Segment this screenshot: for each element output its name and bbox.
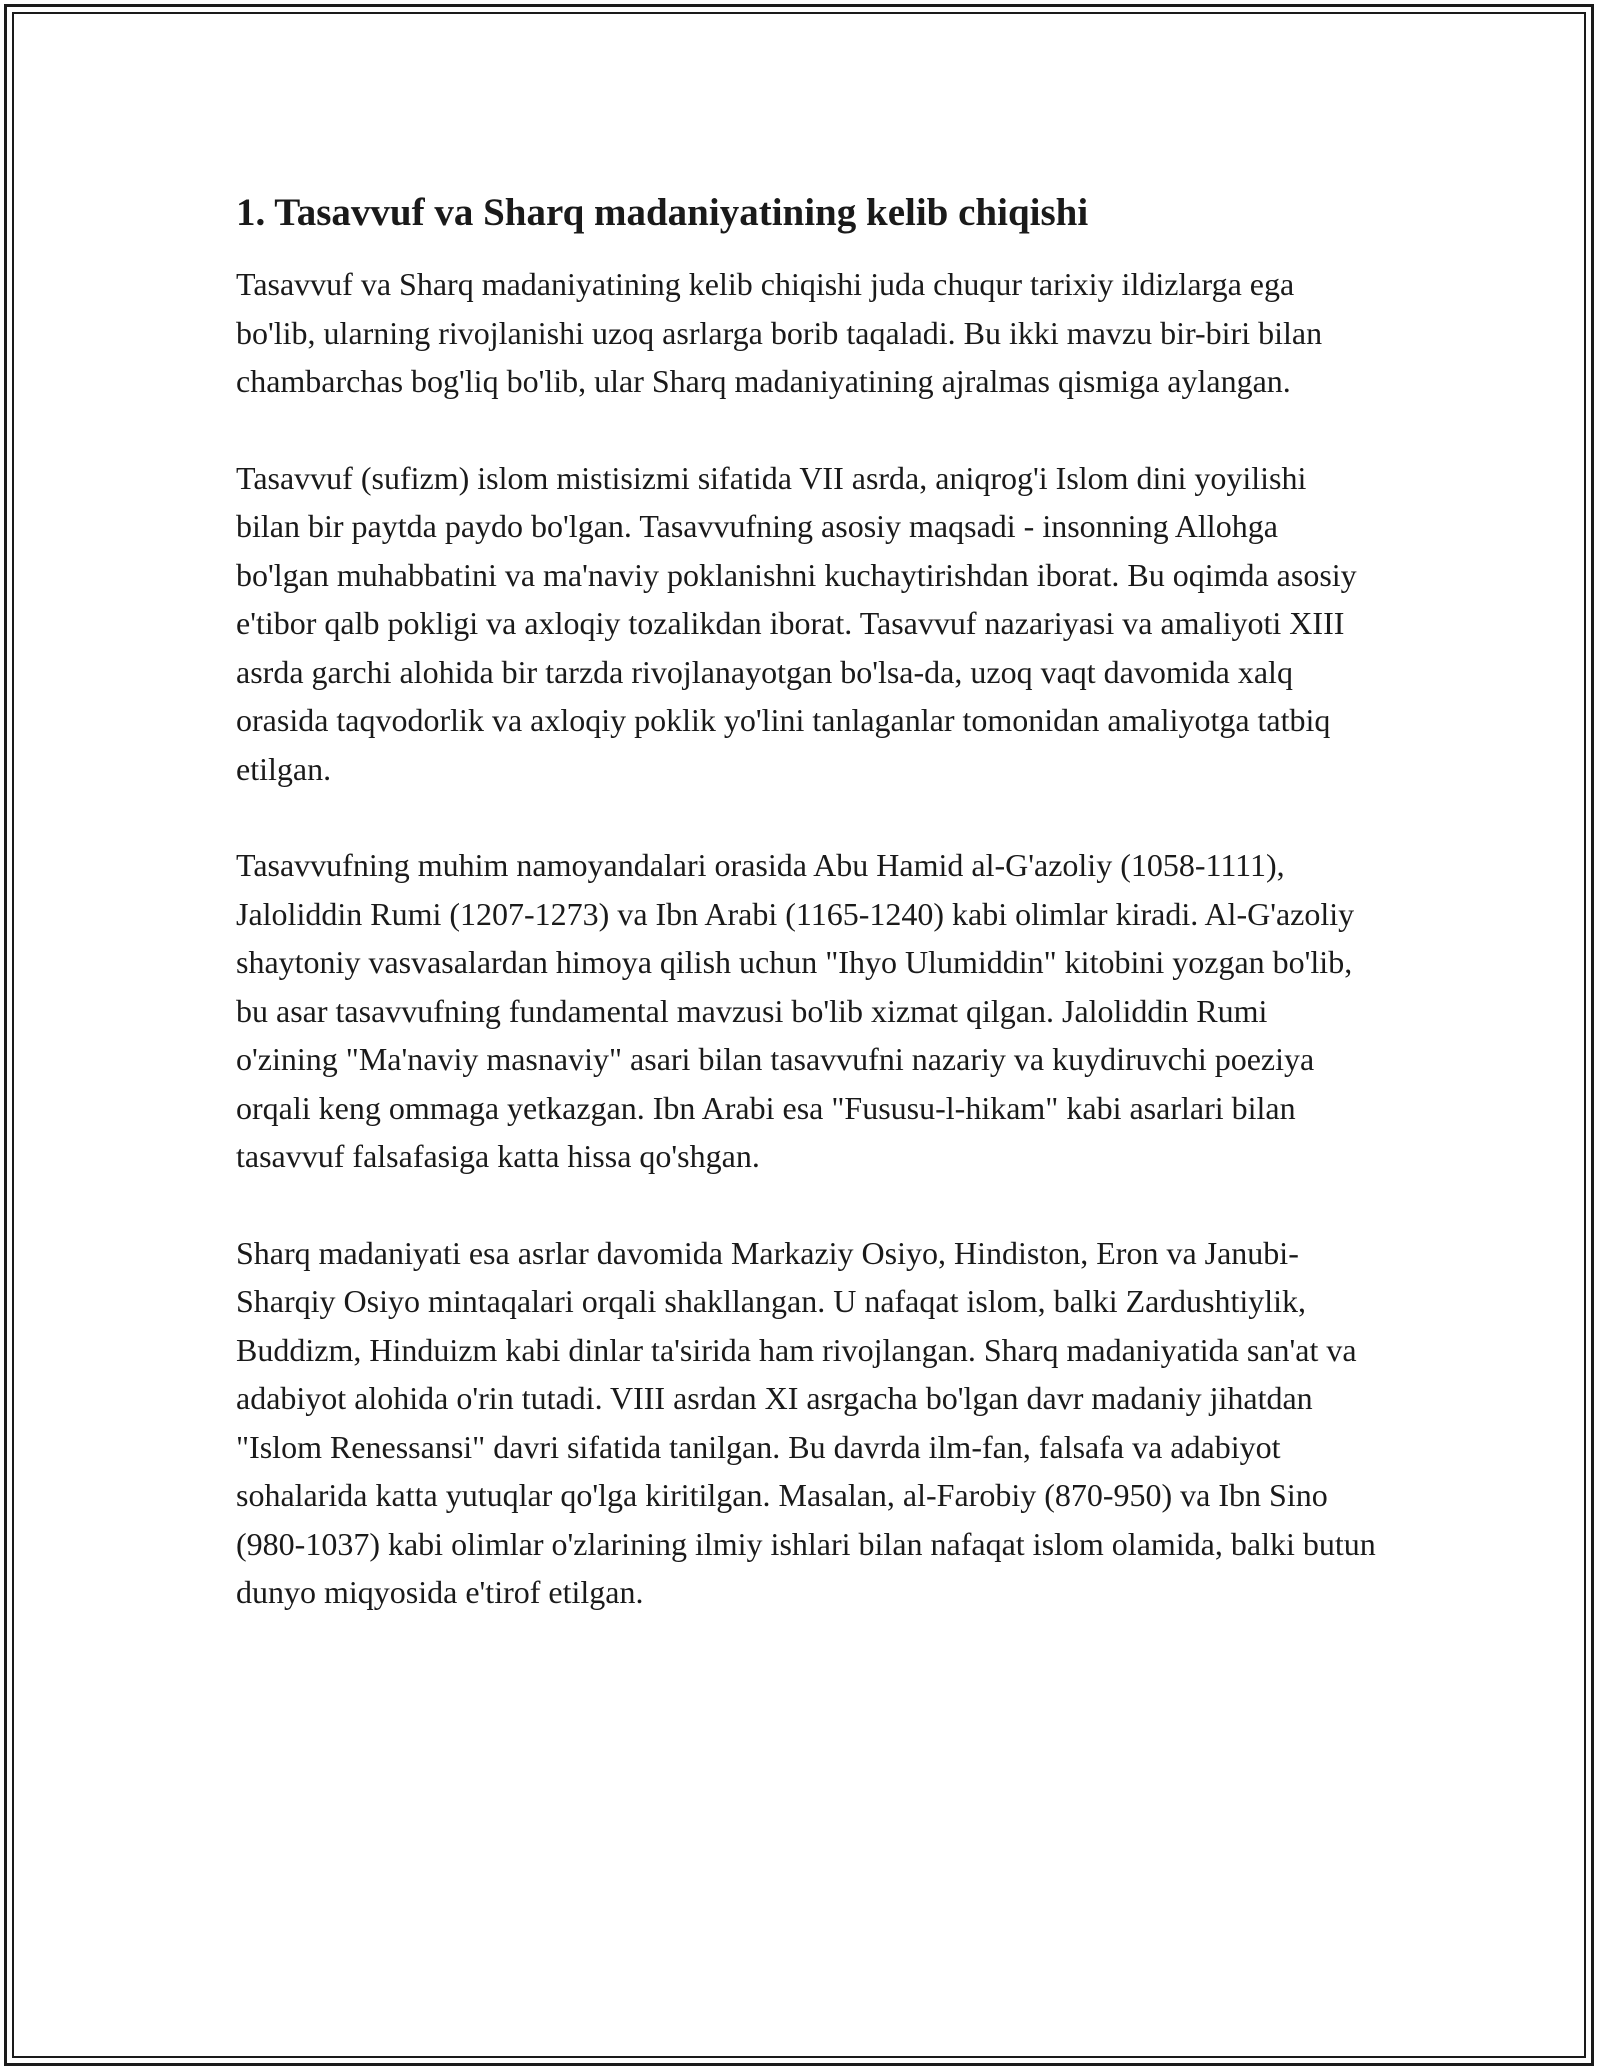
- paragraph-eastern-culture: Sharq madaniyati esa asrlar davomida Markaziy Osiyo, Hindiston, Eron va Janubi-Sharqiy Osiyo mintaqalari orqali shakllangan. U nafaqat islom, balki Zardushtiylik, Buddizm, Hinduizm kabi dinlar ta'sirida ham rivojlangan. Sharq madaniyatida san'at va adabiyot alohida o'rin tutadi. VIII asrdan XI asrgacha bo'lgan davr madaniy jihatdan "Islom Renessansi" davri sifatida tanilgan. Bu davrda ilm-fan, falsafa va adabiyot sohalarida katta yutuqlar qo'lga kiritilgan. Masalan, al-Farobiy (870-950) va Ibn Sino (980-1037) kabi olimlar o'zlarining ilmiy ishlari bilan nafaqat islom olamida, balki butun dunyo miqyosida e'tirof etilgan.: [236, 1234, 1376, 1610]
- paragraph-origins: Tasavvuf va Sharq madaniyatining kelib chiqishi juda chuqur tarixiy ildizlarga ega bo'lib, ularning rivojlanishi uzoq asrlarga borib taqaladi. Bu ikki mavzu bir-biri bilan chambarchas bog'liq bo'lib, ular Sharq madaniyatining ajralmas qismiga aylangan.: [236, 266, 1323, 399]
- paragraph-figures: Tasavvufning muhim namoyandalari orasida Abu Hamid al-G'azoliy (1058-1111), Jaloliddin Rumi (1207-1273) va Ibn Arabi (1165-1240) kabi olimlar kiradi. Al-G'azoliy shaytoniy vasvasalardan himoya qilish uchun "Ihyo Ulumiddin" kitobini yozgan bo'lib, bu asar tasavvufning fundamental mavzusi bo'lib xizmat qilgan. Jaloliddin Rumi o'zining "Ma'naviy masnaviy" asari bilan tasavvufni nazariy va kuydiruvchi poeziya orqali keng ommaga yetkazgan. Ibn Arabi esa "Fususu-l-hikam" kabi asarlari bilan tasavvuf falsafasiga katta hissa qo'shgan.: [236, 847, 1355, 1174]
- document-body: [236, 188, 1376, 1665]
- paragraph-sufism: Tasavvuf (sufizm) islom mistisizmi sifatida VII asrda, aniqrog'i Islom dini yoyilishi bilan bir paytda paydo bo'lgan. Tasavvufning asosiy maqsadi - insonning Allohga bo'lgan muhabbatini va ma'naviy poklanishni kuchaytirishdan iborat. Bu oqimda asosiy e'tibor qalb pokligi va axloqiy tozalikdan iborat. Tasavvuf nazariyasi va amaliyoti XIII asrda garchi alohida bir tarzda rivojlanayotgan bo'lsa-da, uzoq vaqt davomida xalq orasida taqvodorlik va axloqiy poklik yo'lini tanlaganlar tomonidan amaliyotga tatbiq etilgan.: [236, 459, 1357, 787]
- document-title: 1. Tasavvuf va Sharq madaniyatining kelib chiqishi: [236, 191, 1089, 234]
